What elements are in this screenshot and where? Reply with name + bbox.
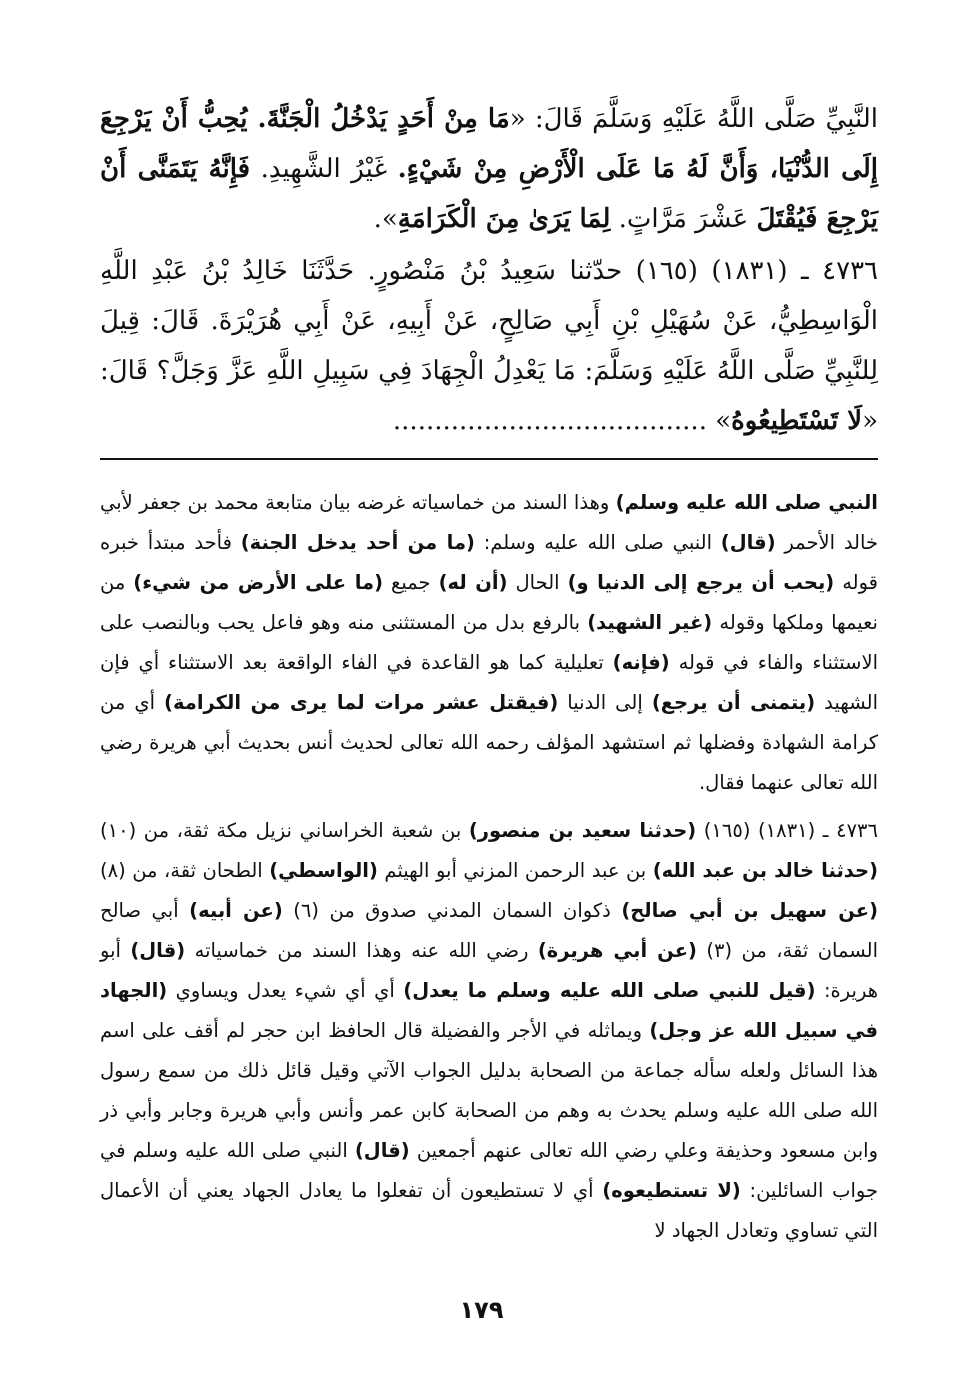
hadith-text: النَّبِيِّ صَلَّى اللَّهُ عَلَيْهِ وَسَلَّمَ قَالَ: «: [509, 104, 878, 134]
commentary-bold: (عن أبيه): [189, 899, 283, 922]
commentary-bold: (حدثنا خالد بن عبد الله): [652, 859, 878, 882]
hadith-text: ».: [373, 204, 398, 234]
commentary-bold: (الواسطي): [269, 859, 378, 882]
hadith-text: غَيْرُ الشَّهِيدِ.: [250, 154, 398, 184]
commentary-text: تعليلية كما هو القاعدة في الفاء الواقعة بعد الاستثناء أي فإن الشهيد: [100, 651, 879, 714]
commentary-text: من نعيمها وملكها وقوله: [100, 571, 878, 634]
commentary-bold: (عن أبي هريرة): [537, 939, 697, 962]
commentary-text: أي من كرامة الشهادة وفضلها ثم استشهد المؤلف رحمه الله تعالى لحديث أنس بحديث أبي هريرة رضي الله تعالى عنهما فقال.: [100, 691, 878, 794]
commentary-text: أي لا تستطيعون أن تفعلوا ما يعادل الجهاد يعني أن الأعمال التي تساوي وتعادل الجهاد لا: [100, 1179, 878, 1242]
commentary-paragraph-4736: [100, 811, 878, 1251]
commentary-bold: (يحب أن يرجع إلى الدنيا و): [567, 571, 835, 594]
commentary-text: رضي الله عنه وهذا السند من خماسياته: [185, 939, 538, 962]
hadith-text-bold: لِمَا يَرَىٰ مِنَ الْكَرَامَةِ: [397, 204, 611, 234]
hadith-text-bold: فَإِنَّهُ يَتَمَنَّى أَنْ يَرْجِعَ فَيُقْتَلَ: [100, 154, 878, 234]
commentary-bold: (لا تستطيعوه): [602, 1179, 741, 1202]
commentary-bold: (قال): [720, 531, 776, 554]
commentary-bold: (قال): [130, 939, 186, 962]
commentary-bold: (قال): [354, 1139, 410, 1162]
commentary-text: النبي صلى الله عليه وسلم:: [474, 531, 721, 554]
commentary-bold: (فإنه): [612, 651, 670, 674]
commentary-text: جميع: [383, 571, 439, 594]
commentary-text: أبي صالح السمان ثقة، من (٣): [100, 899, 878, 962]
commentary-text: الطحان ثقة، من (٨): [100, 859, 270, 882]
hadith-text-section: [100, 94, 878, 446]
commentary-text: ويماثله في الأجر والفضيلة قال الحافظ ابن حجر لم أقف على اسم هذا السائل ولعله سأله جماعة من الصحابة بدليل الجواب الآتي وقيل قائل ذلك من سمع رسول الله صلى الله عليه وسلم يحدث به وهم من الصحابة كابن عمر وأنس وأبي هريرة وجابر وأبي ذر وابن مسعود وحذيفة وعلي رضي الله تعالى عنهم أجمعين: [100, 1019, 878, 1162]
commentary-bold: (فيقتل عشر مرات لما يرى من الكرامة): [164, 691, 559, 714]
commentary-bold: (الجهاد في سبيل الله عز وجل): [100, 979, 879, 1042]
commentary-text: بن عبد الرحمن المزني أبو الهيثم: [377, 859, 653, 882]
commentary-bold: (أن له): [438, 571, 508, 594]
commentary-bold: (ما من أحد يدخل الجنة): [240, 531, 475, 554]
commentary-text: فأحد مبتدأ خبره قوله: [100, 531, 879, 594]
hadith-paragraph-4736: [100, 246, 878, 446]
commentary-paragraph-continuation: [100, 483, 878, 803]
commentary-bold: النبي صلى الله عليه وسلم): [615, 491, 878, 514]
commentary-text: الحال: [507, 571, 568, 594]
page-number: ١٧٩: [459, 1296, 504, 1324]
hadith-paragraph-continuation: [100, 94, 878, 244]
commentary-section: [100, 483, 878, 1251]
commentary-text: بن شعبة الخراساني نزيل مكة ثقة، من (١٠): [100, 819, 469, 842]
hadith-text: ٤٧٣٦ ـ (١٨٣١) (١٦٥) حدّثنا سَعِيدُ بْنُ مَنْصُورٍ. حَدَّثَنَا خَالِدُ بْنُ عَبْدِ اللَّهِ الْوَاسِطِيُّ، عَنْ سُهَيْلِ بْنِ أَبِي صَالِحٍ، عَنْ أَبِيهِ، عَنْ أَبِي هُرَيْرَةَ. قَالَ: قِيلَ لِلنَّبِيِّ صَلَّى اللَّهُ عَلَيْهِ وَسَلَّمَ: مَا يَعْدِلُ الْجِهَادَ فِي سَبِيلِ اللَّهِ عَزَّ وَجَلَّ؟ قَالَ: «: [100, 256, 878, 436]
commentary-bold: (غير الشهيد): [587, 611, 713, 634]
hadith-text: عَشْرَ مَرَّاتٍ.: [610, 204, 757, 234]
commentary-bold: (قيل للنبي صلى الله عليه وسلم ما يعدل): [403, 979, 816, 1002]
hadith-text: » ......................................: [392, 406, 732, 436]
hadith-text-bold: لَا تَسْتَطِيعُوهُ: [731, 406, 863, 436]
commentary-bold: (عن سهيل بن أبي صالح): [621, 899, 878, 922]
commentary-text: ذكوان السمان المدني صدوق من (٦): [282, 899, 622, 922]
commentary-text: ٤٧٣٦ ـ (١٨٣١) (١٦٥): [696, 819, 879, 842]
commentary-text: النبي صلى الله عليه وسلم في جواب السائلين:: [100, 1139, 878, 1202]
commentary-bold: (ما على الأرض من شيء): [133, 571, 384, 594]
commentary-bold: (يتمنى أن يرجع): [651, 691, 816, 714]
hadith-text-bold: مَا مِنْ أَحَدٍ يَدْخُلُ الْجَنَّةَ. يُحِبُّ أَنْ يَرْجِعَ إِلَى الدُّنْيَا، وَأَنَّ لَهُ مَا عَلَى الْأَرْضِ مِنْ شَيْءٍ.: [100, 104, 878, 184]
commentary-text: أي أي شيء يعدل ويساوي: [167, 979, 404, 1002]
commentary-text: إلى الدنيا: [558, 691, 652, 714]
commentary-text: وهذا السند من خماسياته غرضه بيان متابعة محمد بن جعفر لأبي خالد الأحمر: [100, 491, 878, 554]
commentary-text: أبو هريرة:: [100, 939, 878, 1002]
commentary-bold: (حدثنا سعيد بن منصور): [468, 819, 697, 842]
section-divider: [100, 458, 878, 460]
commentary-text: بالرفع بدل من المستثنى منه وهو فاعل يحب وبالنصب على الاستثناء والفاء في قوله: [100, 611, 878, 674]
